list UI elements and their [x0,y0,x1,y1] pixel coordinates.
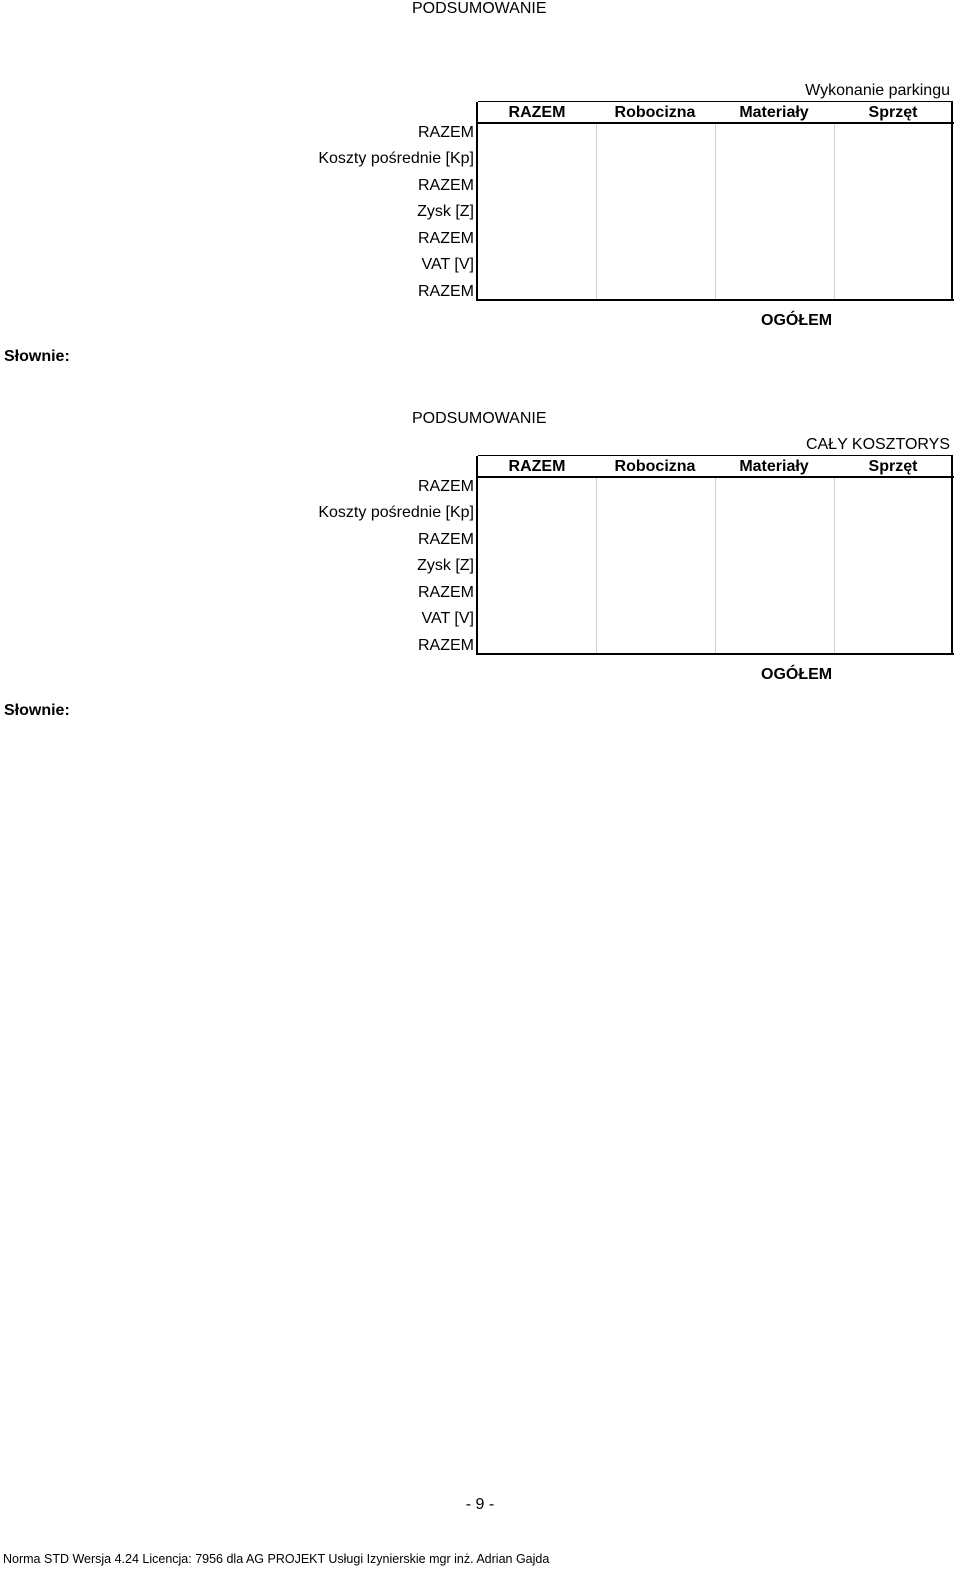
column-separator [596,478,597,653]
table-border [951,456,953,655]
summary-title: PODSUMOWANIE [412,0,547,17]
row-label: RAZEM [418,230,474,247]
summary-block-2 [0,354,960,719]
row-label: RAZEM [418,531,474,548]
row-label: RAZEM [418,584,474,601]
column-separator [596,124,597,299]
summary-name: Wykonanie parkingu [805,82,950,99]
in-words-label: Słownie: [4,702,70,719]
column-header-sprzet: Sprzęt [868,104,918,121]
row-label: VAT [V] [421,256,474,273]
in-words-label: Słownie: [4,348,70,365]
row-label: RAZEM [418,177,474,194]
row-label: Koszty pośrednie [Kp] [318,150,474,167]
column-separator [834,124,835,299]
row-label: VAT [V] [421,610,474,627]
summary-title: PODSUMOWANIE [412,410,547,427]
summary-name: CAŁY KOSZTORYS [805,436,950,453]
column-header-sprzet: Sprzęt [868,458,918,475]
column-header-materialy: Materiały [739,458,809,475]
table-border [478,476,954,478]
row-label: Zysk [Z] [417,203,474,220]
column-header-materialy: Materiały [739,104,809,121]
table-border [951,102,953,301]
summary-block-1 [0,0,960,365]
column-header-robocizna: Robocizna [614,104,696,121]
row-label: RAZEM [418,283,474,300]
column-separator [715,478,716,653]
table-border [478,122,954,124]
total-label: OGÓŁEM [761,312,833,329]
table-border [476,456,478,655]
table-border [476,102,478,301]
column-header-razem: RAZEM [508,458,566,475]
table-border [478,653,954,655]
row-label: RAZEM [418,637,474,654]
table-border [478,299,954,301]
table-border [478,101,953,102]
footer-license: Norma STD Wersja 4.24 Licencja: 7956 dla AG PROJEKT Usługi Izynierskie mgr inż. Adrian Gajda [3,1552,550,1566]
column-separator [834,478,835,653]
total-label: OGÓŁEM [761,666,833,683]
page-number: - 9 - [465,1496,495,1513]
table-border [478,455,953,456]
row-label: RAZEM [418,478,474,495]
column-header-razem: RAZEM [508,104,566,121]
row-label: Zysk [Z] [417,557,474,574]
column-header-robocizna: Robocizna [614,458,696,475]
column-separator [715,124,716,299]
row-label: Koszty pośrednie [Kp] [318,504,474,521]
row-label: RAZEM [418,124,474,141]
